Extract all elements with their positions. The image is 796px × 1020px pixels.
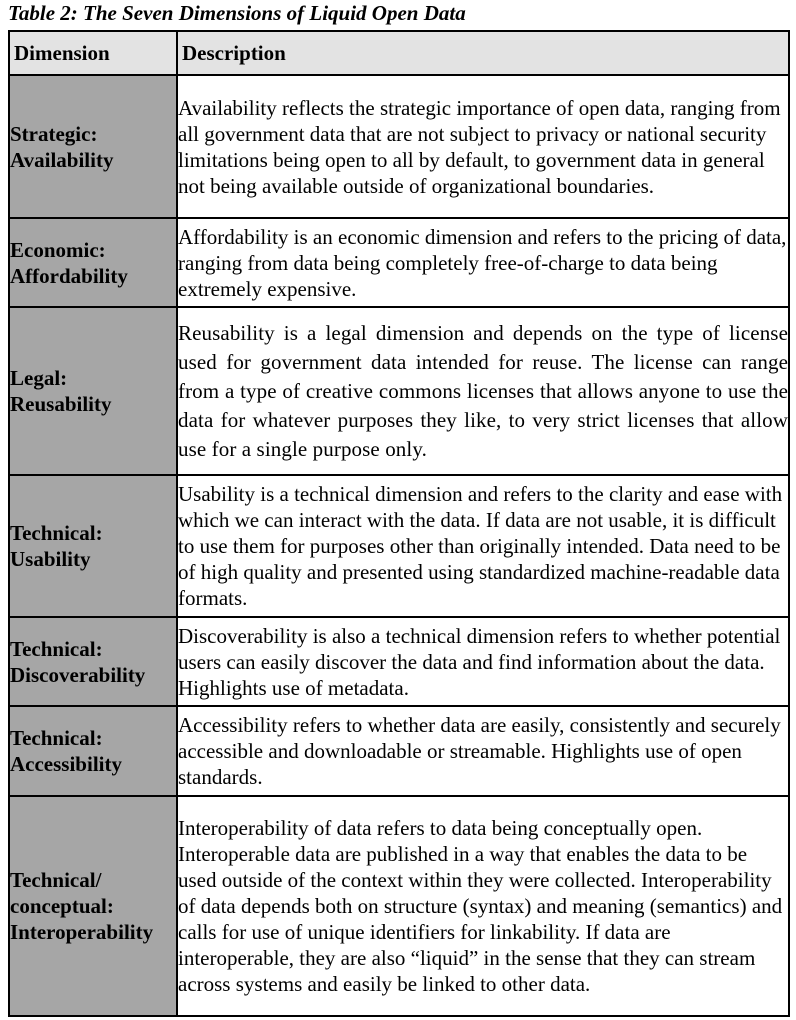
dimension-cell bbox=[9, 617, 177, 706]
dimension-cell bbox=[9, 475, 177, 617]
dimension-label-line: Strategic: bbox=[10, 121, 98, 146]
dimension-cell bbox=[9, 218, 177, 307]
dimension-cell bbox=[9, 706, 177, 796]
dimensions-table bbox=[8, 30, 790, 1017]
description-cell: Affordability is an economic dimension and refers to the pricing of data, ranging from data being completely free-of-charge to data being extremely expensive. bbox=[177, 218, 789, 307]
dimension-label-line: Technical: bbox=[10, 636, 103, 661]
description-column-header: Description bbox=[177, 31, 789, 75]
dimension-label-line: Discoverability bbox=[10, 662, 146, 687]
description-cell: Reusability is a legal dimension and depends on the type of license used for government data intended for reuse. The license can range from a type of creative commons licenses that allows anyone to use the data for whatever purposes they like, to very strict licenses that allow use for a single purpose only. bbox=[177, 307, 789, 475]
table-row bbox=[9, 617, 789, 706]
dimension-label-line: Usability bbox=[10, 547, 91, 571]
dimension-label-line: Interoperability bbox=[10, 920, 154, 944]
table-row bbox=[9, 218, 789, 307]
dimension-label-line: Legal: bbox=[10, 366, 68, 390]
description-cell: Availability reflects the strategic importance of open data, ranging from all government data that are not subject to privacy or national security limitations being open to all by default, to government data in general not being available outside of organizational boundaries. bbox=[177, 75, 789, 218]
dimension-label-line: conceptual: bbox=[10, 894, 114, 918]
table-caption: Table 2: The Seven Dimensions of Liquid Open Data bbox=[8, 1, 466, 25]
dimension-label-line: Technical: bbox=[10, 521, 103, 545]
dimension-label-line: Technical/ bbox=[10, 868, 102, 892]
description-cell: Accessibility refers to whether data are easily, consistently and securely accessible and downloadable or streamable. Highlights use of open standards. bbox=[177, 706, 789, 796]
dimension-cell bbox=[9, 75, 177, 218]
table-row bbox=[9, 475, 789, 617]
dimension-label-line: Technical: bbox=[10, 726, 103, 750]
dimension-column-header: Dimension bbox=[9, 31, 177, 75]
dimension-label-line: Reusability bbox=[10, 392, 112, 416]
table-row bbox=[9, 706, 789, 796]
dimension-label-line: Economic: bbox=[10, 237, 106, 262]
table-header-row bbox=[9, 31, 789, 75]
table-row bbox=[9, 75, 789, 218]
table-row bbox=[9, 307, 789, 475]
dimension-cell bbox=[9, 307, 177, 475]
description-cell: Interoperability of data refers to data being conceptually open. Interoperable data are published in a way that enables the data to be used outside of the context within they were collected. Interoperability of data depends both on structure (syntax) and meaning (semantics) and calls for use of unique identifiers for linkability. If data are interoperable, they are also “liquid” in the sense that they can stream across systems and easily be linked to other data. bbox=[177, 796, 789, 1016]
dimension-label-line: Affordability bbox=[10, 263, 128, 288]
description-cell: Discoverability is also a technical dimension refers to whether potential users can easily discover the data and find information about the data. Highlights use of metadata. bbox=[177, 617, 789, 706]
dimension-label-line: Accessibility bbox=[10, 752, 122, 776]
dimension-cell bbox=[9, 796, 177, 1016]
table-row bbox=[9, 796, 789, 1016]
dimension-label-line: Availability bbox=[10, 147, 114, 172]
description-cell: Usability is a technical dimension and refers to the clarity and ease with which we can interact with the data. If data are not usable, it is difficult to use them for purposes other than originally intended. Data need to be of high quality and presented using standardized machine-readable data formats. bbox=[177, 475, 789, 617]
